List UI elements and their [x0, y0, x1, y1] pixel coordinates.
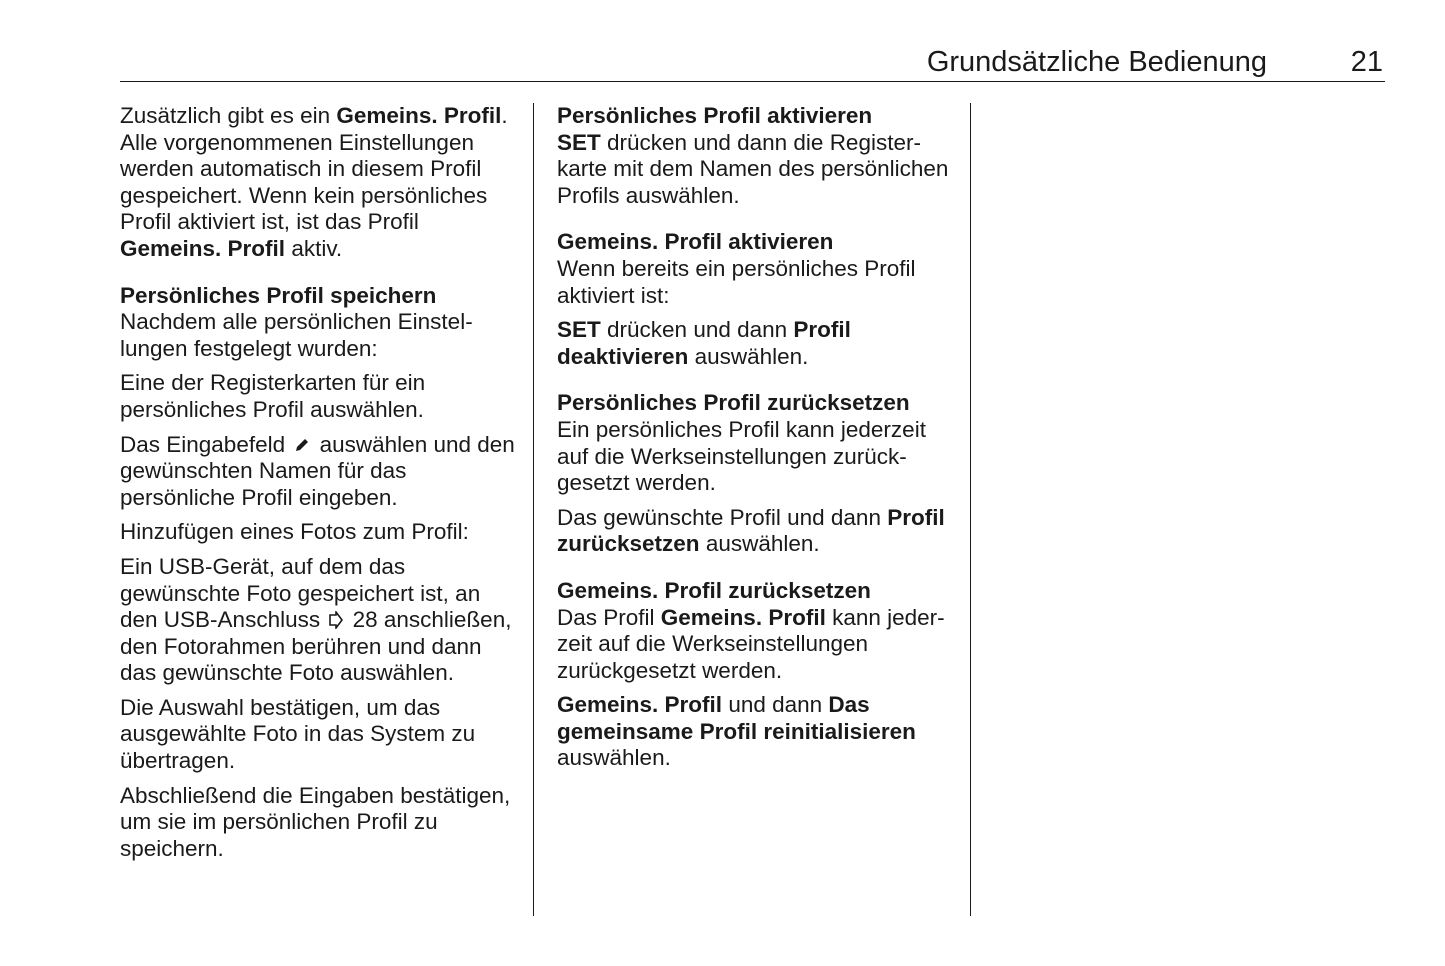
paragraph: Das gewünschte Profil und dann Profil zurücksetzen auswählen. [557, 504, 945, 557]
save-profile-heading: Persönliches Profil speichern [120, 282, 437, 308]
page-header [120, 40, 1385, 82]
column-left [120, 103, 520, 870]
reference-arrow-icon [328, 611, 344, 629]
paragraph: Nachdem alle persönlichen Einstellungen festgelegt wurden: [120, 309, 473, 361]
column-middle [557, 103, 957, 780]
intro-paragraph: Zusätzlich gibt es ein Gemeins. Profil. Alle vorgenommenen Einstellungen werden automatisch in diesem Profil gespeichert. Wenn kein persönliches Profil aktiviert ist, ist das Profil Gemeins. Profil aktiv. [120, 103, 508, 261]
paragraph: SET drücken und dann die Registerkarte mit dem Namen des persönlichen Profils auswählen. [557, 129, 949, 208]
paragraph: Das Eingabefeld auswählen und den gewünschten Namen für das persönliche Profil eingeben. [120, 431, 515, 510]
reset-shared-profile-heading: Gemeins. Profil zurücksetzen [557, 577, 871, 603]
paragraph: Das Profil Gemeins. Profil kann jederzeit auf die Werkseinstellungen zurückgesetzt werden. [557, 604, 945, 683]
paragraph: Eine der Registerkarten für ein persönliches Profil auswählen. [120, 370, 426, 422]
section-title: Grundsätzliche Bedienung [926, 46, 1267, 78]
activate-profile-heading: Persönliches Profil aktivieren [557, 103, 873, 128]
activate-shared-profile-heading: Gemeins. Profil aktivieren [557, 229, 834, 255]
paragraph: Die Auswahl bestätigen, um das ausgewählte Foto in das System zu übertragen. [120, 694, 476, 774]
page-number: 21 [1350, 46, 1383, 78]
paragraph: Ein persönliches Profil kann jederzeit auf die Werkseinstellungen zurückgesetzt werden. [557, 416, 926, 496]
paragraph: Wenn bereits ein persönliches Profil aktiviert ist: [557, 255, 916, 308]
paragraph: SET drücken und dann Profil deaktivieren auswählen. [557, 317, 851, 369]
reset-profile-heading: Persönliches Profil zurücksetzen [557, 390, 910, 416]
pencil-icon [293, 436, 311, 454]
paragraph: Hinzufügen eines Fotos zum Profil: [120, 519, 469, 545]
paragraph: Abschließend die Eingaben bestätigen, um sie im persönlichen Profil zu speichern. [120, 782, 511, 861]
paragraph: Ein USB-Gerät, auf dem das gewünschte Foto gespeichert ist, an den USB-Anschluss 28 anschließen, den Fotorahmen berühren und dann das gewünschte Foto auswählen. [120, 553, 512, 686]
column-divider [533, 103, 534, 916]
paragraph: Gemeins. Profil und dann Das gemeinsame Profil reinitialisieren auswählen. [557, 692, 916, 771]
column-divider [970, 103, 971, 916]
